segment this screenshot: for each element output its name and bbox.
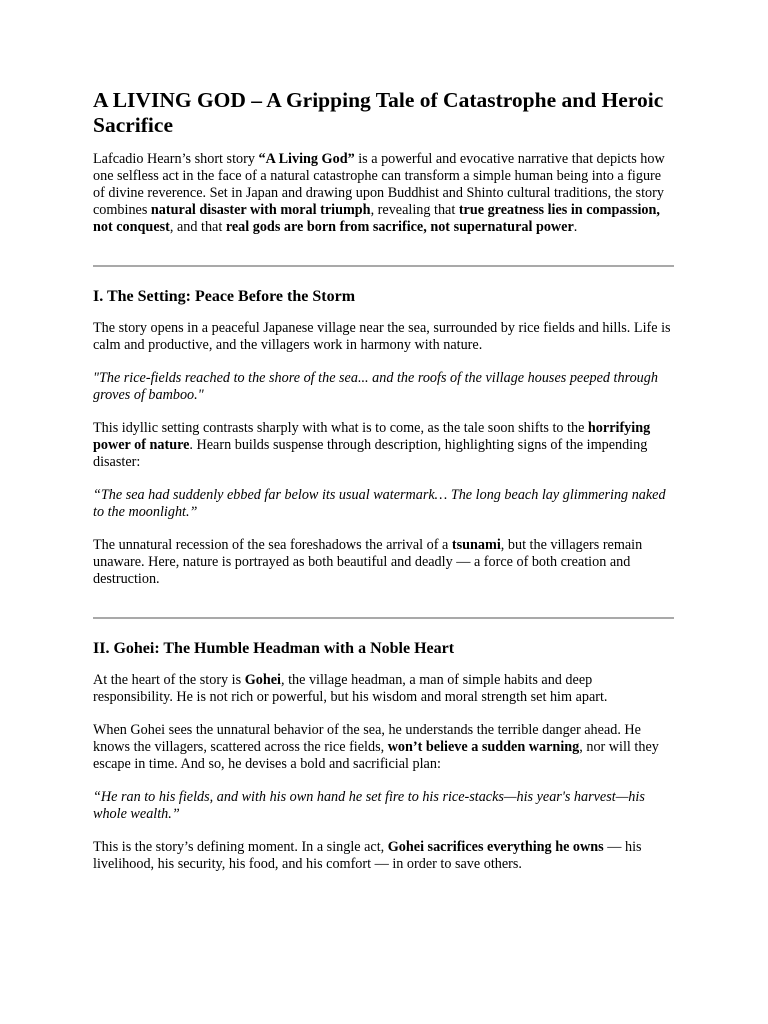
intro-paragraph <box>93 151 674 236</box>
intro-text-5: . <box>573 219 578 235</box>
s1p3-bold-1: tsunami <box>451 537 501 553</box>
s2p1-text-1: At the heart of the story is <box>93 672 245 688</box>
document-title: A LIVING GOD – A Gripping Tale of Catastrophe and Heroic Sacrifice <box>93 88 664 137</box>
s1p3-text-2: , but the villagers remain unaware. Here, nature is portrayed as both beautiful and deadly — a force of both creation and destruction. <box>93 537 643 587</box>
s2p1-bold-1: Gohei <box>244 672 281 688</box>
section1-quote-1: "The rice-fields reached to the shore of the sea... and the roofs of the village houses peeped through groves of bamboo." <box>93 370 658 403</box>
s2p3-text-1: This is the story’s defining moment. In a single act, <box>93 839 388 855</box>
section2-paragraph-3 <box>93 839 674 873</box>
s2p2-bold-1: won’t believe a sudden warning <box>387 739 580 755</box>
s1p3-text-1: The unnatural recession of the sea foreshadows the arrival of a <box>93 537 452 553</box>
section1-paragraph-3 <box>93 537 674 588</box>
section1-quote-2: “The sea had suddenly ebbed far below its usual watermark… The long beach lay glimmering naked to the moonlight.” <box>93 487 666 520</box>
s1p2-text-1: This idyllic setting contrasts sharply with what is to come, as the tale soon shifts to the <box>93 420 588 436</box>
s2p2-text-2: , nor will they escape in time. And so, he devises a bold and sacrificial plan: <box>93 739 659 772</box>
section1-heading: I. The Setting: Peace Before the Storm <box>93 288 356 305</box>
s2p3-text-2: — his livelihood, his security, his food, and his comfort — in order to save others. <box>93 839 642 872</box>
section2-quote-1: “He ran to his fields, and with his own hand he set fire to his rice-stacks—his year's harvest—his whole wealth.” <box>93 789 645 822</box>
intro-text-1: Lafcadio Hearn’s short story <box>93 151 259 167</box>
section2-paragraph-1 <box>93 672 674 706</box>
intro-text-4: , and that <box>169 219 226 235</box>
section-divider-1 <box>93 265 674 267</box>
intro-text-2: is a powerful and evocative narrative that depicts how one selfless act in the face of a natural catastrophe can transform a simple human being into a figure of divine reverence. Set in Japan and drawing upon Buddhist and Shinto cultural traditions, the story combines <box>93 151 665 218</box>
intro-bold-4: real gods are born from sacrifice, not supernatural power <box>225 219 574 235</box>
s2p3-bold-1: Gohei sacrifices everything he owns <box>387 839 604 855</box>
intro-bold-2: natural disaster with moral triumph <box>150 202 371 218</box>
section1-paragraph-1: The story opens in a peaceful Japanese village near the sea, surrounded by rice fields and hills. Life is calm and productive, and the villagers work in harmony with nature. <box>93 320 671 353</box>
section1-paragraph-2 <box>93 420 674 471</box>
intro-bold-1: “A Living God” <box>258 151 355 167</box>
section-divider-2 <box>93 617 674 619</box>
intro-bold-3: true greatness lies in compassion, not conquest <box>93 202 660 235</box>
section2-paragraph-2 <box>93 722 674 773</box>
s1p2-text-2: . Hearn builds suspense through description, highlighting signs of the impending disaster: <box>93 437 648 470</box>
section2-heading: II. Gohei: The Humble Headman with a Noble Heart <box>93 640 455 657</box>
intro-text-3: , revealing that <box>370 202 459 218</box>
s2p1-text-2: , the village headman, a man of simple habits and deep responsibility. He is not rich or powerful, but his wisdom and moral strength set him apart. <box>93 672 608 705</box>
s2p2-text-1: When Gohei sees the unnatural behavior of the sea, he understands the terrible danger ahead. He knows the villagers, scattered across the rice fields, <box>93 722 641 755</box>
s1p2-bold-1: horrifying power of nature <box>93 420 651 453</box>
